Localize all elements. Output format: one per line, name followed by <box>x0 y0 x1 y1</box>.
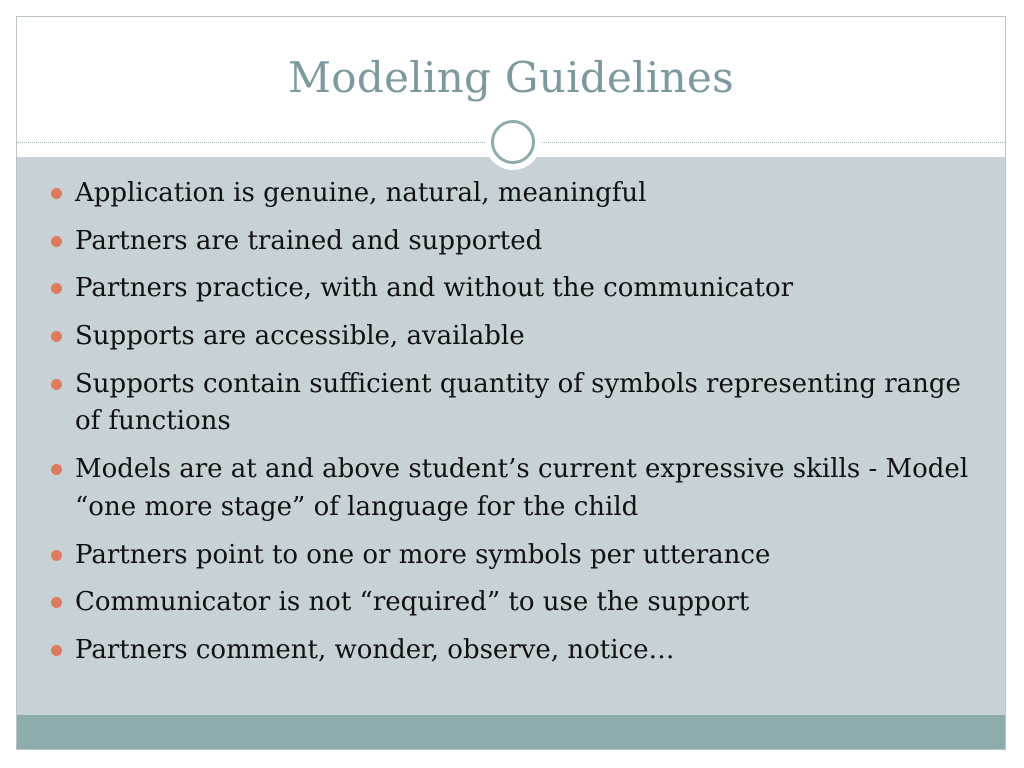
ring <box>491 120 535 164</box>
bullet-dot-icon <box>51 645 62 656</box>
bullet-item <box>51 175 981 213</box>
footer-bar <box>17 715 1005 749</box>
bullet-item <box>51 318 981 356</box>
bullet-text: Partners practice, with and without the communicator <box>75 273 794 304</box>
bullet-dot-icon <box>51 236 62 247</box>
slide-title: Modeling Guidelines <box>288 53 734 102</box>
bullet-text: Application is genuine, natural, meaningful <box>75 178 647 208</box>
bullet-text: Partners point to one or more symbols per utterance <box>75 539 771 570</box>
bullet-text: Supports are accessible, available <box>75 321 525 352</box>
bullet-text: Supports contain sufficient quantity of symbols representing range of functions <box>75 368 961 437</box>
bullet-list <box>51 175 981 680</box>
bullet-dot-icon <box>51 464 62 475</box>
bullet-text: Partners comment, wonder, observe, notice… <box>75 634 675 665</box>
bullet-item <box>51 366 981 441</box>
slide <box>16 16 1006 750</box>
bullet-item <box>51 270 981 308</box>
bullet-dot-icon <box>51 550 62 561</box>
bullet-text: Communicator is not “required” to use the support <box>75 587 750 618</box>
bullet-item <box>51 584 981 622</box>
bullet-dot-icon <box>51 283 62 294</box>
bullet-dot-icon <box>51 597 62 608</box>
bullet-item <box>51 223 981 261</box>
bullet-text: Models are at and above student’s current expressive skills - Model “one more stage” of language for the child <box>75 454 969 522</box>
bullet-dot-icon <box>51 188 62 199</box>
bullet-text: Partners are trained and supported <box>75 225 543 256</box>
bullet-item <box>51 451 981 526</box>
bullet-item <box>51 632 981 670</box>
bullet-dot-icon <box>51 379 62 390</box>
bullet-item <box>51 537 981 575</box>
bullet-dot-icon <box>51 331 62 342</box>
circle-ring-icon <box>485 114 541 170</box>
